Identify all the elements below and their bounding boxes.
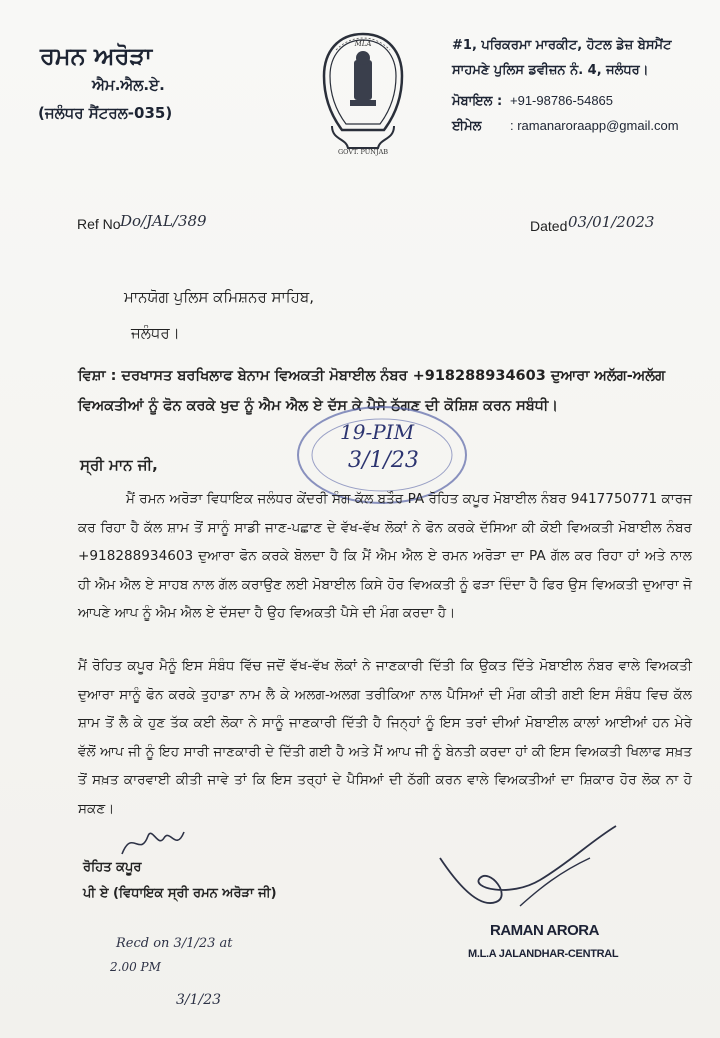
letterhead-designation: ਐਮ.ਐਲ.ਏ. [92, 76, 165, 94]
received-note-date: 3/1/23 [176, 992, 222, 1008]
stamp-line-1: 19-PIM [340, 420, 415, 444]
stamp-line-2: 3/1/23 [348, 448, 419, 473]
mla-signature-icon [420, 818, 630, 928]
email-row [452, 118, 679, 134]
address-line-1: #1, ਪਰਿਕਰਮਾ ਮਾਰਕੀਟ, ਹੋਟਲ ਡੇਜ਼ ਬੇਸਮੈਂਟ [452, 38, 672, 53]
pa-name: ਰੋਹਿਤ ਕਪੂਰ [83, 860, 142, 875]
body-paragraph-1: ਮੈਂ ਰਮਨ ਅਰੋੜਾ ਵਿਧਾਇਕ ਜਲੰਧਰ ਕੇਂਦਰੀ ਸੰਗ ਕੱਲ ਬਤੌਰ PA ਰੋਹਿਤ ਕਪੂਰ ਮੋਬਾਈਲ ਨੰਬਰ 9417750771 ਕਾਰਜ ਕਰ ਰਿਹਾ ਹੈ ਕੱਲ ਸ਼ਾਮ ਤੋਂ ਸਾਨੂੰ ਸਾਡੀ ਜਾਣ-ਪਛਾਣ ਦੇ ਵੱਖ-ਵੱਖ ਲੋਕਾਂ ਨੇ ਫੋਨ ਕਰਕੇ ਦੱਸਿਆ ਕੀ ਕੋਈ ਵਿਅਕਤੀ ਮੋਬਾਈਲ ਨੰਬਰ +918288934603 ਦੁਆਰਾ ਫੋਨ ਕਰਕੇ ਬੋਲਦਾ ਹੈ ਕਿ ਮੈਂ ਐਮ ਐਲ ਏ ਰਮਨ ਅਰੋੜਾ ਦਾ PA ਗੱਲ ਕਰ ਰਿਹਾ ਹਾਂ ਅਤੇ ਨਾਲ ਹੀ ਐਮ ਐਲ ਏ ਸਾਹਬ ਨਾਲ ਗੱਲ ਕਰਾਉਣ ਲਈ ਮੋਬਾਈਲ ਕਿਸੇ ਹੋਰ ਵਿਅਕਤੀ ਨੂੰ ਫੜਾ ਦਿੰਦਾ ਹੈ ਫਿਰ ਉਸ ਵਿਅਕਤੀ ਦੁਆਰਾ ਜੋ ਆਪਣੇ ਆਪ ਨੂੰ ਐਮ ਐਲ ਏ ਦੱਸਦਾ ਹੈ ਉਹ ਵਿਅਕਤੀ ਪੈਸੇ ਦੀ ਮੰਗ ਕਰਦਾ ਹੈ। [78, 491, 692, 621]
received-note-line-1: Recd on 3/1/23 at [116, 936, 233, 951]
mla-title: M.L.A JALANDHAR-CENTRAL [468, 948, 619, 960]
mla-name: RAMAN ARORA [490, 922, 599, 939]
date-value: 03/01/2023 [568, 213, 655, 231]
body-paragraph-2: ਮੈਂ ਰੋਹਿਤ ਕਪੂਰ ਮੈਨੂੰ ਇਸ ਸੰਬੰਧ ਵਿੱਚ ਜਦੋਂ ਵੱਖ-ਵੱਖ ਲੋਕਾਂ ਨੇ ਜਾਣਕਾਰੀ ਦਿੱਤੀ ਕਿ ਉਕਤ ਦਿੱਤੇ ਮੋਬਾਈਲ ਨੰਬਰ ਵਾਲੇ ਵਿਅਕਤੀ ਦੁਆਰਾ ਸਾਨੂੰ ਫੋਨ ਕਰਕੇ ਤੁਹਾਡਾ ਨਾਮ ਲੈ ਕੇ ਅਲਗ-ਅਲਗ ਤਰੀਕਿਆ ਨਾਲ ਪੈਸਿਆਂ ਦੀ ਮੰਗ ਕੀਤੀ ਗਈ ਇਸ ਸੰਬੰਧ ਵਿਚ ਕੱਲ ਸ਼ਾਮ ਤੋਂ ਲੈ ਕੇ ਹੁਣ ਤੱਕ ਕਈ ਲੋਕਾ ਨੇ ਸਾਨੂੰ ਜਾਣਕਾਰੀ ਦਿੱਤੀ ਹੈ ਜਿਨ੍ਹਾਂ ਨੂੰ ਇਸ ਤਰਾਂ ਦੀਆਂ ਮੋਬਾਈਲ ਕਾਲਾਂ ਆਈਆਂ ਹਨ ਮੇਰੇ ਵੱਲੋਂ ਆਪ ਜੀ ਨੂੰ ਇਹ ਸਾਰੀ ਜਾਣਕਾਰੀ ਦੇ ਦਿੱਤੀ ਗਈ ਹੈ ਅਤੇ ਮੈਂ ਆਪ ਜੀ ਨੂੰ ਬੇਨਤੀ ਕਰਦਾ ਹਾਂ ਕੀ ਇਸ ਵਿਅਕਤੀ ਖਿਲਾਫ ਸਖ਼ਤ ਤੋਂ ਸਖ਼ਤ ਕਾਰਵਾਈ ਕੀਤੀ ਜਾਵੇ ਤਾਂ ਕਿ ਇਸ ਤਰ੍ਹਾਂ ਦੇ ਪੈਸਿਆਂ ਦੀ ਠੱਗੀ ਕਰਨ ਵਾਲੇ ਵਿਅਕਤੀਆਂ ਦਾ ਸ਼ਿਕਾਰ ਹੋਰ ਲੋਕ ਨਾ ਹੋ ਸਕਣ। [78, 658, 692, 817]
mobile-row [452, 93, 613, 109]
salutation: ਸ੍ਰੀ ਮਾਨ ਜੀ, [80, 456, 158, 474]
ref-label: Ref No [77, 216, 121, 232]
seal-caption: GOVT. PUNJAB [337, 148, 389, 156]
letterhead-constituency: (ਜਲੰਧਰ ਸੈਂਟਰਲ-035) [38, 104, 173, 122]
punjab-govt-seal-icon [318, 30, 408, 158]
mobile-number: +91-98786-54865 [510, 93, 614, 108]
letterhead-name: ਰਮਨ ਅਰੋੜਾ [40, 42, 153, 70]
seal-top-text: MLA [354, 40, 372, 48]
ref-number: Do/JAL/389 [120, 212, 207, 230]
email-label: ਈਮੇਲ [452, 119, 482, 134]
date-label: Dated [530, 218, 568, 234]
mobile-label: ਮੋਬਾਇਲ : [452, 94, 503, 109]
address-line-2: ਸਾਹਮਣੇ ਪੁਲਿਸ ਡਵੀਜ਼ਨ ਨੰ. 4, ਜਲੰਧਰ। [452, 63, 649, 78]
pa-title: ਪੀ ਏ (ਵਿਧਾਇਕ ਸ੍ਰੀ ਰਮਨ ਅਰੋੜਾ ਜੀ) [83, 886, 277, 901]
pa-signature-scribble-icon [118, 818, 198, 864]
email-address: : ramanaroraapp@gmail.com [510, 118, 679, 133]
received-note-line-2: 2.00 PM [110, 960, 161, 974]
addressee: ਮਾਨਯੋਗ ਪੁਲਿਸ ਕਮਿਸ਼ਨਰ ਸਾਹਿਬ, [124, 288, 314, 306]
subject-text: ਦਰਖਾਸਤ ਬਰਖਿਲਾਫ ਬੇਨਾਮ ਵਿਅਕਤੀ ਮੋਬਾਈਲ ਨੰਬਰ +918288934603 ਦੁਆਰਾ ਅਲੱਗ-ਅਲੱਗ ਵਿਅਕਤੀਆਂ ਨੂੰ ਫੋਨ ਕਰਕੇ ਖੁਦ ਨੂੰ ਐਮ ਐਲ ਏ ਦੱਸ ਕੇ ਪੈਸੇ ਠੱਗਣ ਦੀ ਕੋਸ਼ਿਸ਼ ਕਰਨ ਸਬੰਧੀ। [78, 368, 666, 414]
subject-label: ਵਿਸ਼ਾ : [78, 368, 117, 384]
addressee-city: ਜਲੰਧਰ। [131, 324, 180, 342]
